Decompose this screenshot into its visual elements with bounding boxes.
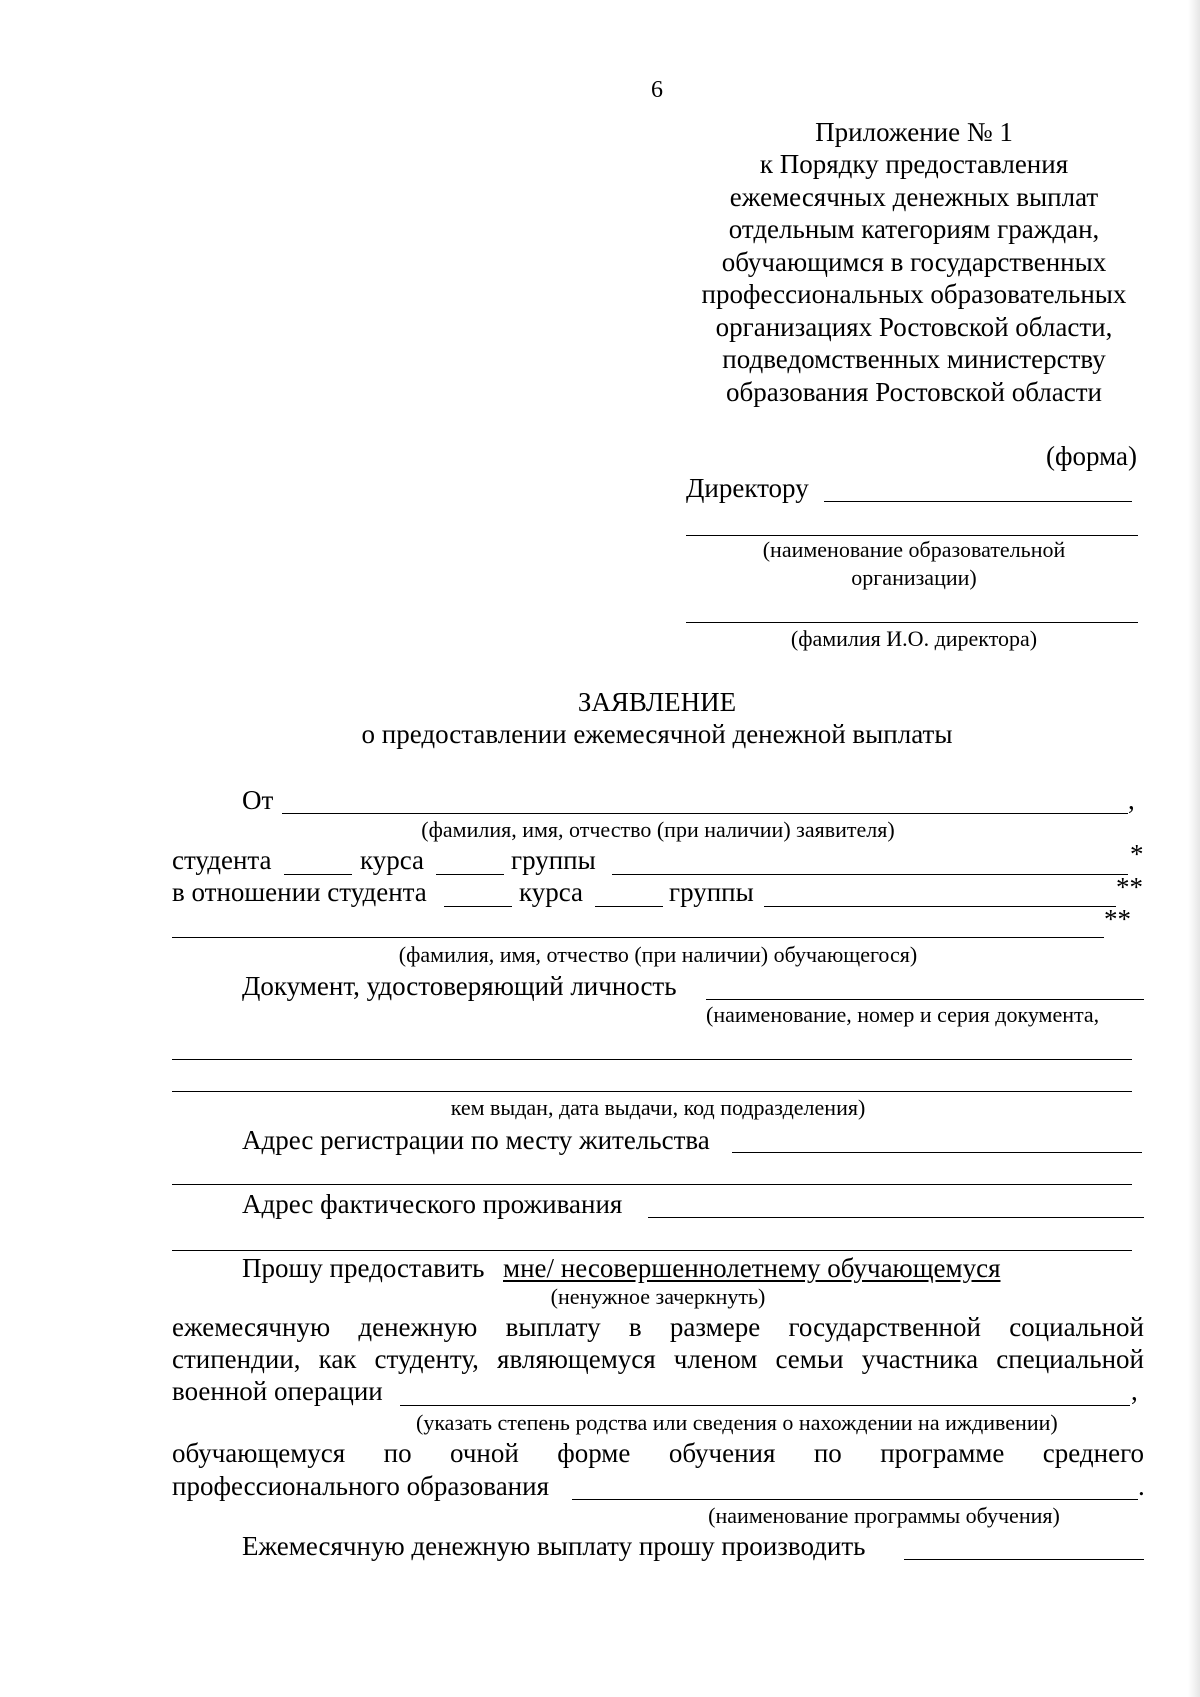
request-options[interactable]: мне/ несовершеннолетнему обучающемуся	[503, 1253, 1001, 1283]
strike-caption: (ненужное зачеркнуть)	[550, 1284, 766, 1309]
director-name-line[interactable]	[824, 501, 1132, 502]
request-prefix: Прошу предоставить	[242, 1253, 485, 1283]
organization-line[interactable]	[686, 535, 1138, 536]
actual-address-line-2[interactable]	[172, 1250, 1132, 1251]
appendix-line: Приложение № 1	[815, 117, 1013, 147]
page-edge-shadow	[1188, 0, 1200, 1697]
request-text-line: обучающемуся по очной форме обучения по программе среднего	[172, 1438, 1144, 1468]
relation-student-label: в отношении студента	[172, 877, 427, 907]
applicant-caption: (фамилия, имя, отчество (при наличии) заявителя)	[421, 817, 895, 842]
program-line[interactable]	[572, 1499, 1138, 1500]
organization-caption: (наименование образовательной	[762, 537, 1066, 562]
course-label: курса	[360, 845, 425, 875]
request-text-line: стипендии, как студенту, являющемуся членом семьи участника специальной	[172, 1344, 1144, 1374]
director-surname-line[interactable]	[686, 622, 1138, 623]
relation-group-line[interactable]	[595, 906, 663, 907]
id-document-caption: кем выдан, дата выдачи, код подразделения)	[450, 1095, 866, 1120]
appendix-line: ежемесячных денежных выплат	[729, 182, 1099, 212]
student-extra-line[interactable]	[612, 874, 1128, 875]
appendix-line: обучающимся в государственных	[721, 247, 1107, 277]
appendix-line: подведомственных министерству	[722, 344, 1106, 374]
student-name-line[interactable]	[172, 937, 1104, 938]
document-subtitle: о предоставлении ежемесячной денежной выплаты	[361, 719, 953, 749]
relation-group-label: группы	[669, 877, 754, 907]
document-title: ЗАЯВЛЕНИЕ	[577, 687, 737, 717]
kinship-caption: (указать степень родства или сведения о нахождении на иждивении)	[416, 1410, 1058, 1435]
request-text-label: профессионального образования	[172, 1471, 549, 1501]
appendix-line: профессиональных образовательных	[701, 279, 1127, 309]
appendix-line: образования Ростовской области	[726, 377, 1102, 407]
registration-address-line[interactable]	[732, 1152, 1142, 1153]
footnote-mark: *	[1130, 839, 1144, 869]
id-document-caption: (наименование, номер и серия документа,	[706, 1002, 1100, 1027]
page-number: 6	[651, 77, 663, 103]
id-document-label: Документ, удостоверяющий личность	[242, 971, 677, 1001]
relation-extra-line[interactable]	[764, 906, 1116, 907]
registration-address-line-2[interactable]	[172, 1184, 1132, 1185]
director-label: Директору	[686, 473, 809, 503]
appendix-line: организациях Ростовской области,	[715, 312, 1113, 342]
comma: ,	[1128, 785, 1135, 815]
footnote-mark: **	[1104, 904, 1131, 934]
comma: ,	[1131, 1376, 1138, 1406]
director-name-caption: (фамилия И.О. директора)	[790, 626, 1038, 651]
actual-address-label: Адрес фактического проживания	[242, 1189, 623, 1219]
id-document-line[interactable]	[706, 999, 1144, 1000]
payment-method-line[interactable]	[904, 1559, 1144, 1560]
relation-course-label: курса	[519, 877, 584, 907]
from-label: От	[242, 785, 274, 815]
group-line[interactable]	[436, 874, 504, 875]
appendix-line: отдельным категориям граждан,	[728, 214, 1100, 244]
course-line[interactable]	[284, 874, 352, 875]
request-text-label: военной операции	[172, 1376, 383, 1406]
actual-address-line[interactable]	[648, 1217, 1144, 1218]
id-document-line-2[interactable]	[172, 1059, 1132, 1060]
student-name-caption: (фамилия, имя, отчество (при наличии) обучающегося)	[398, 942, 918, 967]
program-caption: (наименование программы обучения)	[708, 1503, 1060, 1528]
period: .	[1138, 1471, 1145, 1501]
group-label: группы	[511, 845, 596, 875]
student-label: студента	[172, 845, 272, 875]
id-document-line-3[interactable]	[172, 1091, 1132, 1092]
form-label: (форма)	[1046, 441, 1137, 471]
kinship-line[interactable]	[400, 1405, 1130, 1406]
organization-caption: организации)	[851, 565, 977, 590]
registration-address-label: Адрес регистрации по месту жительства	[242, 1125, 710, 1155]
footnote-mark: **	[1116, 872, 1143, 902]
appendix-line: к Порядку предоставления	[759, 149, 1069, 179]
relation-course-line[interactable]	[444, 906, 512, 907]
request-text-line: ежемесячную денежную выплату в размере государственной социальной	[172, 1312, 1144, 1342]
applicant-name-line[interactable]	[282, 813, 1128, 814]
payment-label: Ежемесячную денежную выплату прошу производить	[242, 1531, 866, 1561]
